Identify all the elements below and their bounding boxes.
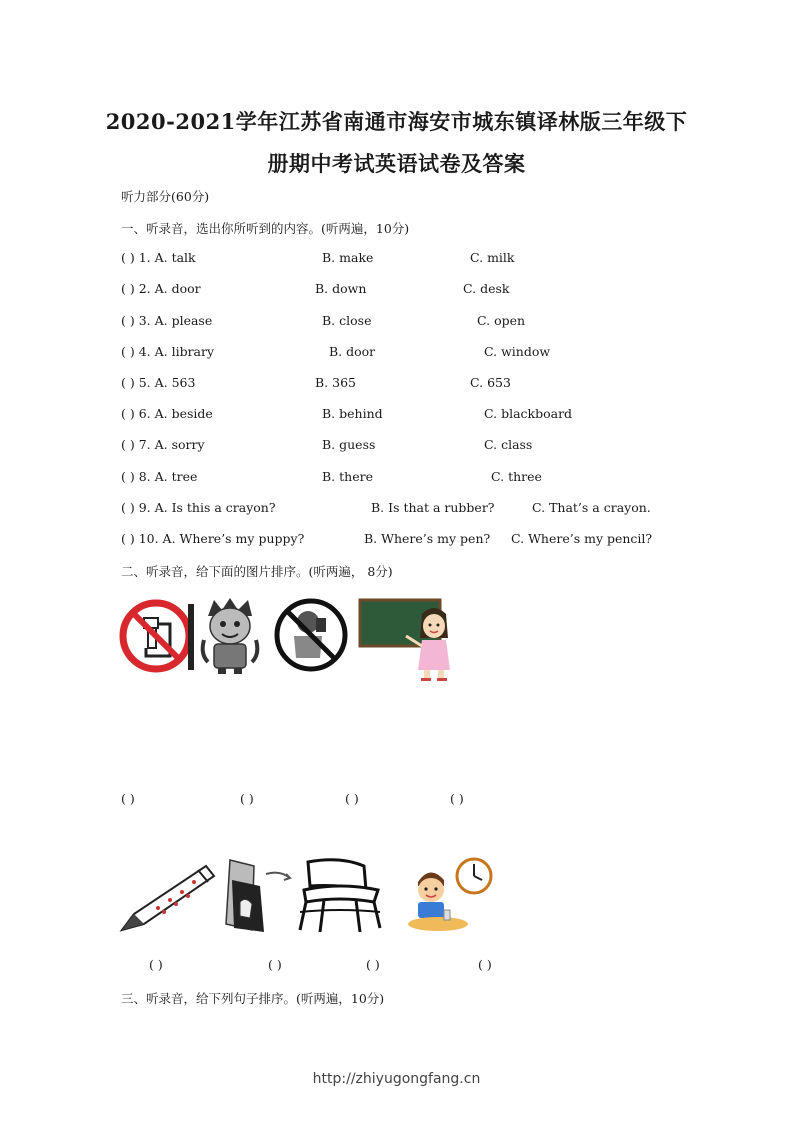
girl-at-blackboard-icon xyxy=(358,598,468,684)
q5-c: C. 653 xyxy=(470,375,511,390)
q1-b: B. make xyxy=(322,250,374,265)
q10-c: C. Where’s my pencil? xyxy=(511,531,653,546)
chair-icon xyxy=(294,856,386,936)
q2-a: ( ) 2. A. door xyxy=(121,281,201,296)
q8-c: C. three xyxy=(491,469,542,484)
answer-slot-6[interactable]: ( ) xyxy=(268,957,282,972)
answer-slot-2[interactable]: ( ) xyxy=(240,791,254,806)
q3-a: ( ) 3. A. please xyxy=(121,313,213,328)
q4-b: B. door xyxy=(329,344,376,359)
q3-b: B. close xyxy=(322,313,372,328)
q2-b: B. down xyxy=(315,281,367,296)
open-book-icon xyxy=(220,856,292,938)
answer-slot-8[interactable]: ( ) xyxy=(478,957,492,972)
q9-c: C. That’s a crayon. xyxy=(532,500,651,515)
q7-a: ( ) 7. A. sorry xyxy=(121,437,205,452)
q1-a: ( ) 1. A. talk xyxy=(121,250,196,265)
section1-heading: 一、听录音，选出你所听到的内容。(听两遍，10分) xyxy=(121,221,410,236)
answer-slot-3[interactable]: ( ) xyxy=(345,791,359,806)
q7-c: C. class xyxy=(484,437,533,452)
q1-c: C. milk xyxy=(470,250,515,265)
section2-heading: 二、听录音，给下面的图片排序。(听两遍， 8分) xyxy=(121,564,393,579)
q6-a: ( ) 6. A. beside xyxy=(121,406,213,421)
footer-url[interactable]: http://zhiyugongfang.cn xyxy=(312,1071,481,1087)
q10-b: B. Where’s my pen? xyxy=(364,531,491,546)
boy-with-clock-icon xyxy=(404,856,494,936)
q6-c: C. blackboard xyxy=(484,406,573,421)
q9-b: B. Is that a rubber? xyxy=(371,500,495,515)
q10-a: ( ) 10. A. Where’s my puppy? xyxy=(121,531,305,546)
q5-a: ( ) 5. A. 563 xyxy=(121,375,196,390)
q8-b: B. there xyxy=(322,469,373,484)
answer-slot-5[interactable]: ( ) xyxy=(149,957,163,972)
q6-b: B. behind xyxy=(322,406,383,421)
listening-header: 听力部分(60分) xyxy=(121,189,210,204)
boy-raising-hand-icon xyxy=(196,596,266,676)
section3-heading: 三、听录音，给下列句子排序。(听两遍，10分) xyxy=(121,991,385,1006)
q4-c: C. window xyxy=(484,344,551,359)
pencil-icon xyxy=(118,858,216,936)
answer-slot-7[interactable]: ( ) xyxy=(366,957,380,972)
q8-a: ( ) 8. A. tree xyxy=(121,469,198,484)
exam-title-line2: 册期中考试英语试卷及答案 xyxy=(267,151,526,176)
no-eating-sign-icon xyxy=(272,596,350,674)
answer-slot-4[interactable]: ( ) xyxy=(450,791,464,806)
q9-a: ( ) 9. A. Is this a crayon? xyxy=(121,500,276,515)
q4-a: ( ) 4. A. library xyxy=(121,344,215,359)
answer-slot-1[interactable]: ( ) xyxy=(121,791,135,806)
exam-title-line1: 2020-2021学年江苏省南通市海安市城东镇译林版三年级下 xyxy=(105,109,688,134)
q7-b: B. guess xyxy=(322,437,376,452)
q3-c: C. open xyxy=(477,313,526,328)
q2-c: C. desk xyxy=(463,281,510,296)
no-climbing-sign-icon xyxy=(118,598,198,676)
q5-b: B. 365 xyxy=(315,375,356,390)
